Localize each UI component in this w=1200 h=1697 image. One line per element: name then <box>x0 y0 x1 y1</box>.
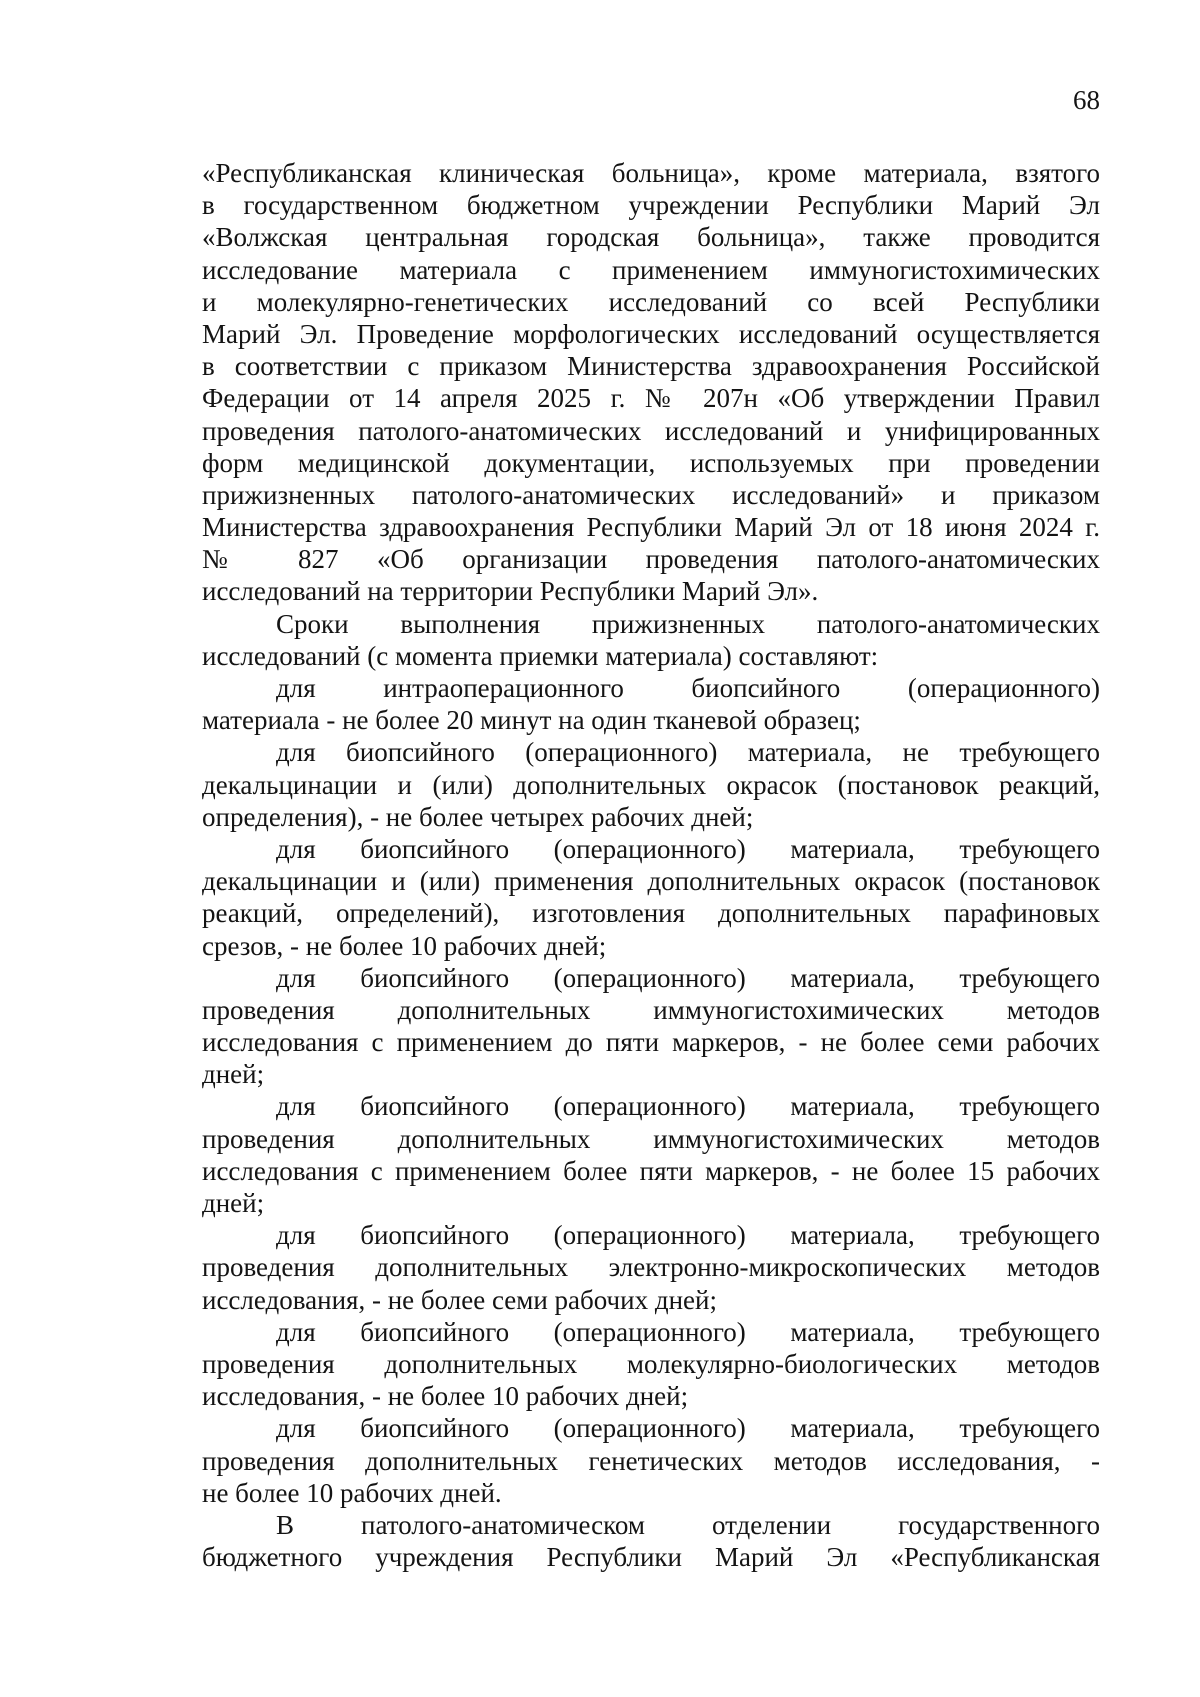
text-line: определения), - не более четырех рабочих дней; <box>202 801 754 832</box>
page-number: 68 <box>1073 85 1100 115</box>
text-line: «Волжская центральная городская больница», также проводится <box>202 222 1100 253</box>
text-line: не более 10 рабочих дней. <box>202 1477 502 1508</box>
text-line: исследований на территории Республики Марий Эл». <box>202 576 819 607</box>
body-text <box>202 157 1100 1573</box>
text-line: срезов, - не более 10 рабочих дней; <box>202 930 607 961</box>
text-line: В патолого-анатомическом отделении государственного <box>276 1509 1100 1540</box>
text-line: Марий Эл. Проведение морфологических исследований осуществляется <box>202 318 1100 349</box>
text-line: для интраоперационного биопсийного (операционного) <box>276 673 1100 703</box>
text-line: исследования, - не более семи рабочих дней; <box>202 1284 717 1315</box>
text-line: в государственном бюджетном учреждении Республики Марий Эл <box>202 190 1100 221</box>
text-line: и молекулярно-генетических исследований со всей Республики <box>202 286 1100 317</box>
text-line: проведения патолого-анатомических исследований и унифицированных <box>202 415 1100 446</box>
text-line: прижизненных патолого-анатомических исследований» и приказом <box>202 479 1100 510</box>
text-line: № 827 «Об организации проведения патолого-анатомических <box>202 544 1100 575</box>
text-line: для биопсийного (операционного) материала, требующего <box>276 1413 1100 1444</box>
text-line: исследований (с момента приемки материала) составляют: <box>202 640 879 671</box>
text-line: реакций, определений), изготовления дополнительных парафиновых <box>202 898 1100 929</box>
text-line: для биопсийного (операционного) материала, требующего <box>276 1220 1100 1251</box>
text-line: проведения дополнительных иммуногистохимических методов <box>202 1123 1100 1154</box>
text-line: для биопсийного (операционного) материала, требующего <box>276 833 1100 864</box>
text-line: исследования с применением до пяти маркеров, - не более семи рабочих <box>202 1027 1100 1058</box>
text-line: дней; <box>202 1188 265 1218</box>
text-line: исследование материала с применением иммуногистохимических <box>202 254 1100 285</box>
text-line: для биопсийного (операционного) материала, не требующего <box>276 737 1100 768</box>
text-line: для биопсийного (операционного) материала, требующего <box>276 1091 1100 1122</box>
text-line: материала - не более 20 минут на один тканевой образец; <box>202 705 861 736</box>
text-line: проведения дополнительных молекулярно-биологических методов <box>202 1348 1100 1379</box>
text-line: для биопсийного (операционного) материала, требующего <box>276 962 1100 993</box>
text-line: Министерства здравоохранения Республики Марий Эл от 18 июня 2024 г. <box>202 512 1100 543</box>
text-line: проведения дополнительных электронно-микроскопических методов <box>202 1252 1100 1283</box>
text-line: бюджетного учреждения Республики Марий Эл «Республиканская <box>202 1542 1100 1573</box>
text-line: Федерации от 14 апреля 2025 г. № 207н «Об утверждении Правил <box>202 383 1100 414</box>
text-line: в соответствии с приказом Министерства здравоохранения Российской <box>202 351 1100 382</box>
text-line: Сроки выполнения прижизненных патолого-анатомических <box>276 608 1100 639</box>
text-line: форм медицинской документации, используемых при проведении <box>202 447 1100 478</box>
text-line: исследования с применением более пяти маркеров, - не более 15 рабочих <box>202 1155 1100 1186</box>
text-line: проведения дополнительных генетических методов исследования, - <box>202 1445 1100 1476</box>
text-line: декальцинации и (или) дополнительных окрасок (постановок реакций, <box>202 769 1100 800</box>
text-line: для биопсийного (операционного) материала, требующего <box>276 1316 1100 1347</box>
text-line: «Республиканская клиническая больница», кроме материала, взятого <box>202 158 1100 188</box>
text-line: дней; <box>202 1059 265 1090</box>
text-line: проведения дополнительных иммуногистохимических методов <box>202 994 1100 1025</box>
text-line: декальцинации и (или) применения дополнительных окрасок (постановок <box>202 866 1100 897</box>
text-line: исследования, - не более 10 рабочих дней; <box>202 1381 689 1412</box>
